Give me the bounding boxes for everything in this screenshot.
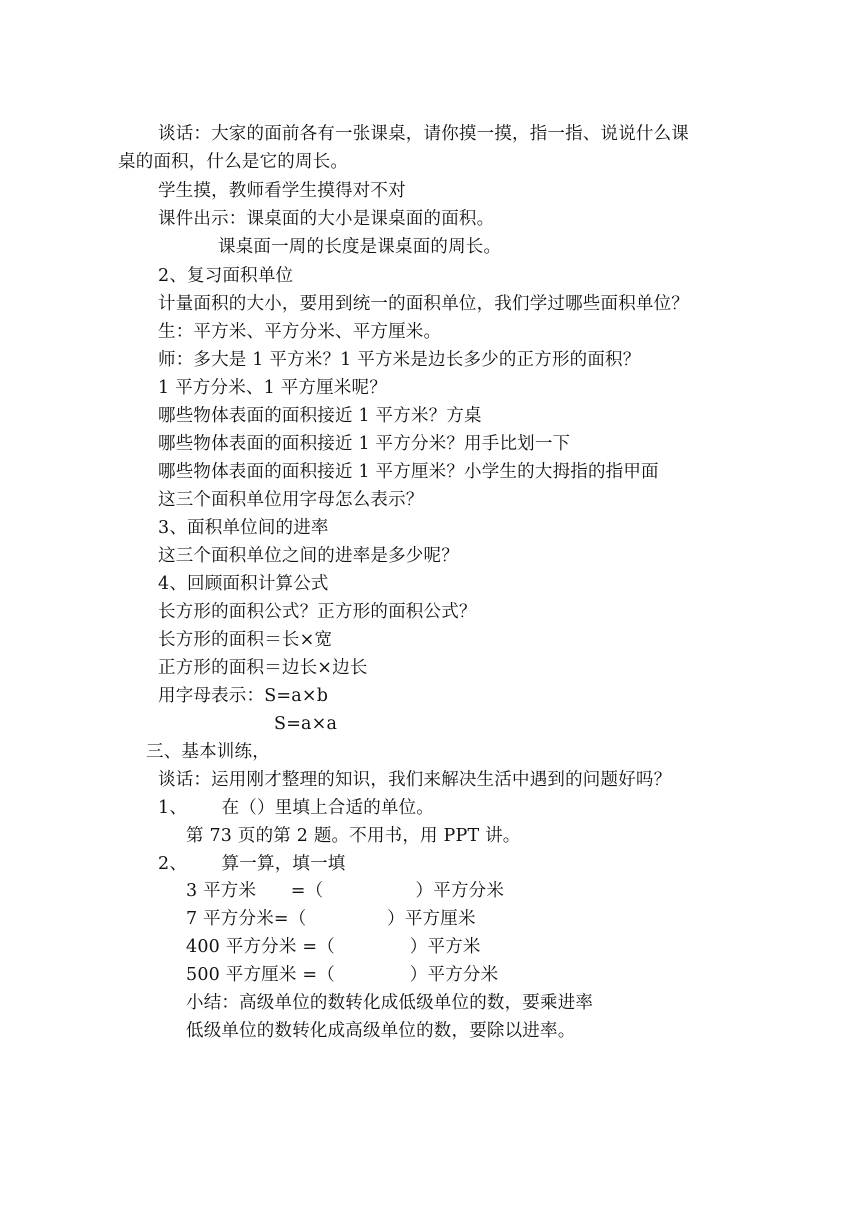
- paragraph-line: 课桌面一周的长度是课桌面的周长。: [218, 237, 502, 257]
- exercise-item: 1、 在（）里填上合适的单位。: [158, 798, 435, 818]
- paragraph-line: 1 平方分米、1 平方厘米呢？: [158, 378, 387, 398]
- paragraph-line: 桌的面积，什么是它的周长。: [118, 152, 349, 172]
- paragraph-line: 师：多大是 1 平方米？1 平方米是边长多少的正方形的面积？: [158, 350, 641, 370]
- fill-blank-line: 7 平方分米=（ ）平方厘米: [186, 909, 476, 929]
- section-heading: 三、基本训练，: [146, 742, 270, 762]
- paragraph-line: 这三个面积单位用字母怎么表示？: [158, 490, 424, 510]
- fill-blank-line: 3 平方米 =（ ）平方分米: [186, 881, 505, 901]
- section-heading: 3、面积单位间的进率: [158, 518, 329, 538]
- fill-blank-line: 500 平方厘米 =（ ）平方分米: [186, 965, 499, 985]
- paragraph-line: 计量面积的大小，要用到统一的面积单位，我们学过哪些面积单位？: [158, 294, 689, 314]
- formula-line: 长方形的面积＝长×宽: [158, 630, 333, 650]
- paragraph-line: 哪些物体表面的面积接近 1 平方分米？用手比划一下: [158, 434, 571, 454]
- fill-blank-line: 400 平方分米 =（ ）平方米: [186, 937, 481, 957]
- paragraph-line: 学生摸，教师看学生摸得对不对: [158, 181, 406, 201]
- formula-line: 正方形的面积＝边长×边长: [158, 658, 368, 678]
- summary-line: 小结：高级单位的数转化成低级单位的数，要乘进率: [186, 993, 594, 1013]
- paragraph-line: 谈话：运用刚才整理的知识，我们来解决生活中遇到的问题好吗？: [158, 770, 672, 790]
- section-heading: 4、回顾面积计算公式: [158, 574, 329, 594]
- paragraph-line: 课件出示：课桌面的大小是课桌面的面积。: [158, 209, 495, 229]
- section-heading: 2、复习面积单位: [158, 266, 294, 286]
- formula-line: S=a×a: [274, 714, 338, 734]
- summary-line: 低级单位的数转化成高级单位的数，要除以进率。: [186, 1021, 576, 1041]
- paragraph-line: 谈话：大家的面前各有一张课桌，请你摸一摸，指一指、说说什么课: [158, 124, 689, 144]
- paragraph-line: 第 73 页的第 2 题。不用书，用 PPT 讲。: [186, 826, 521, 846]
- paragraph-line: 这三个面积单位之间的进率是多少呢？: [158, 546, 459, 566]
- paragraph-line: 长方形的面积公式？正方形的面积公式？: [158, 602, 477, 622]
- paragraph-line: 生：平方米、平方分米、平方厘米。: [158, 322, 442, 342]
- paragraph-line: 哪些物体表面的面积接近 1 平方米？方桌: [158, 406, 482, 426]
- formula-line: 用字母表示：S=a×b: [158, 686, 329, 706]
- exercise-item: 2、 算一算，填一填: [158, 854, 346, 874]
- paragraph-line: 哪些物体表面的面积接近 1 平方厘米？小学生的大拇指的指甲面: [158, 462, 659, 482]
